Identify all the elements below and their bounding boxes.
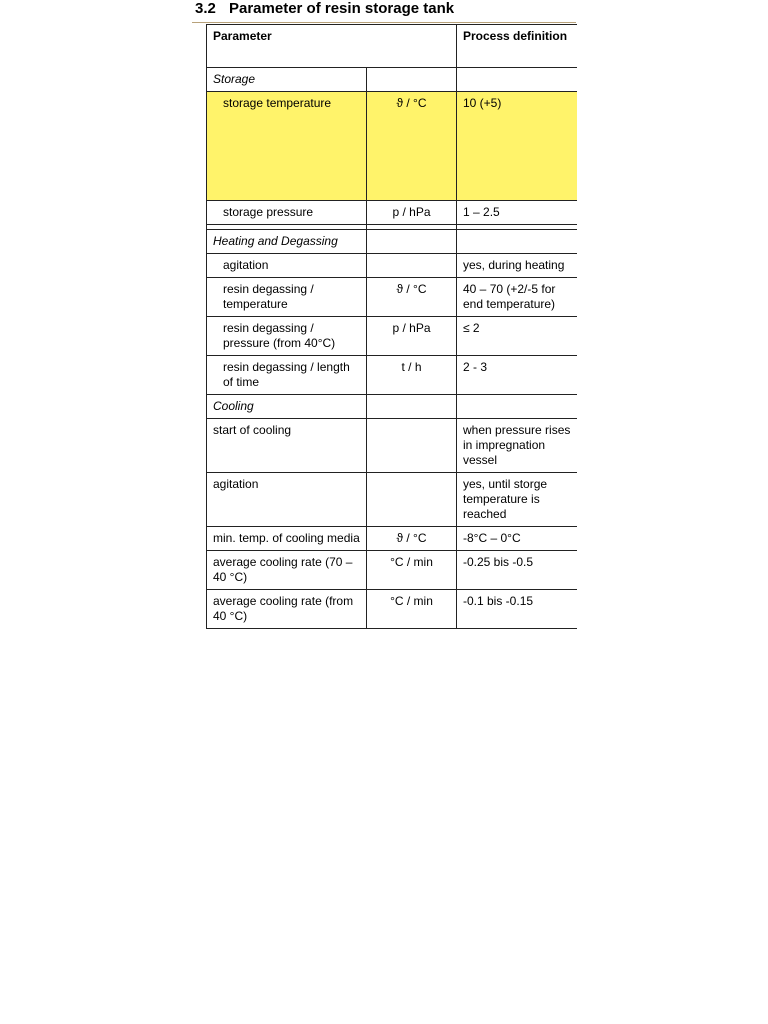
value-cell: 40 – 70 (+2/-5 for end temperature) xyxy=(457,278,577,317)
section-number: 3.2 xyxy=(195,0,216,17)
table-row xyxy=(207,590,577,629)
section-heading xyxy=(192,0,576,23)
value-cell: yes, until storge temperature is reached xyxy=(457,473,577,527)
value-cell: when pressure rises in impregnation vessel xyxy=(457,419,577,473)
unit-cell: ϑ / °C xyxy=(367,92,457,201)
parameter-cell: start of cooling xyxy=(207,419,367,473)
parameter-table-container xyxy=(206,24,576,629)
section-title: Parameter of resin storage tank xyxy=(229,0,455,17)
value-cell: yes, during heating xyxy=(457,254,577,278)
table-row xyxy=(207,254,577,278)
unit-cell xyxy=(367,68,457,92)
parameter-cell: average cooling rate (70 – 40 °C) xyxy=(207,551,367,590)
parameter-cell: Cooling xyxy=(207,395,367,419)
table-header-row xyxy=(207,25,577,68)
unit-cell: °C / min xyxy=(367,590,457,629)
unit-cell: p / hPa xyxy=(367,201,457,225)
table-row xyxy=(207,356,577,395)
value-cell: -8°C – 0°C xyxy=(457,527,577,551)
unit-cell xyxy=(367,395,457,419)
table-row xyxy=(207,92,577,201)
value-cell: 10 (+5) xyxy=(457,92,577,201)
parameter-cell: storage pressure xyxy=(207,201,367,225)
value-cell xyxy=(457,68,577,92)
section-row xyxy=(207,395,577,419)
parameter-cell: agitation xyxy=(207,254,367,278)
parameter-cell: average cooling rate (from 40 °C) xyxy=(207,590,367,629)
parameter-cell: resin degassing / pressure (from 40°C) xyxy=(207,317,367,356)
header-parameter: Parameter xyxy=(207,25,457,68)
table-row xyxy=(207,419,577,473)
parameter-table xyxy=(206,24,577,629)
parameter-cell: Heating and Degassing xyxy=(207,230,367,254)
unit-cell xyxy=(367,473,457,527)
parameter-cell: resin degassing / temperature xyxy=(207,278,367,317)
table-row xyxy=(207,317,577,356)
value-cell: -0.1 bis -0.15 xyxy=(457,590,577,629)
section-row xyxy=(207,68,577,92)
value-cell xyxy=(457,230,577,254)
table-row xyxy=(207,201,577,225)
parameter-cell: min. temp. of cooling media xyxy=(207,527,367,551)
value-cell: -0.25 bis -0.5 xyxy=(457,551,577,590)
unit-cell xyxy=(367,419,457,473)
table-row xyxy=(207,527,577,551)
unit-cell: t / h xyxy=(367,356,457,395)
table-row xyxy=(207,278,577,317)
value-cell xyxy=(457,395,577,419)
table-row xyxy=(207,551,577,590)
value-cell: 2 - 3 xyxy=(457,356,577,395)
unit-cell: °C / min xyxy=(367,551,457,590)
parameter-cell: storage temperature xyxy=(207,92,367,201)
unit-cell xyxy=(367,230,457,254)
value-cell: ≤ 2 xyxy=(457,317,577,356)
unit-cell: p / hPa xyxy=(367,317,457,356)
section-row xyxy=(207,230,577,254)
table-row xyxy=(207,473,577,527)
unit-cell xyxy=(367,254,457,278)
header-process-definition: Process definition xyxy=(457,25,577,68)
parameter-cell: resin degassing / length of time xyxy=(207,356,367,395)
parameter-cell: agitation xyxy=(207,473,367,527)
value-cell: 1 – 2.5 xyxy=(457,201,577,225)
parameter-cell: Storage xyxy=(207,68,367,92)
unit-cell: ϑ / °C xyxy=(367,527,457,551)
unit-cell: ϑ / °C xyxy=(367,278,457,317)
